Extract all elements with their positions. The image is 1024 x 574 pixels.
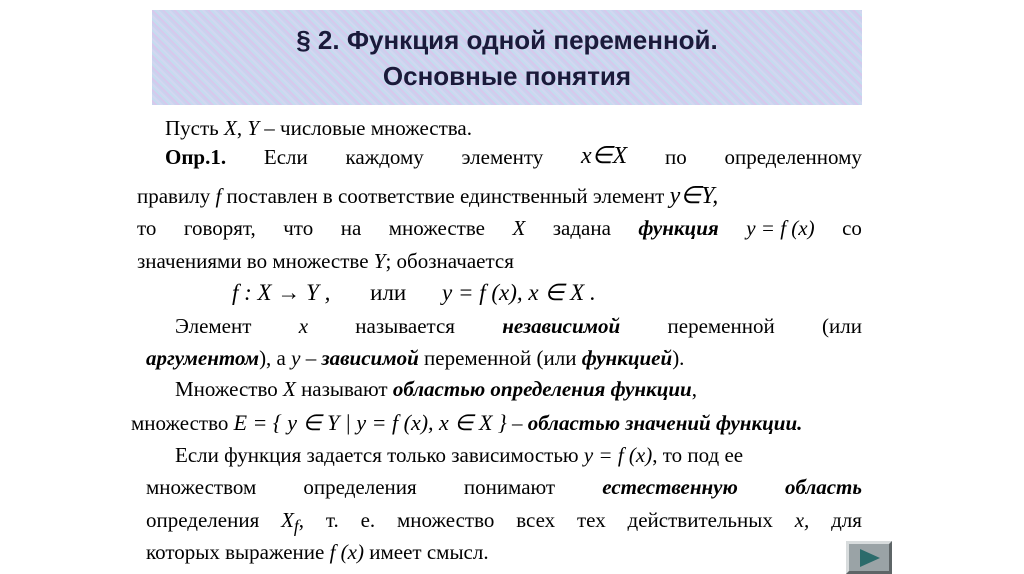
text-line-7: Элемент x называется независимой переменной (или	[175, 314, 862, 338]
definition-line-2: Опр.1. Если каждому элементу x∈X по определенному	[165, 143, 862, 169]
page-title-line2: Основные понятия	[382, 60, 632, 91]
text-line-12: множеством определения понимают естественную область	[146, 475, 862, 499]
text-line-8: аргументом), а y – зависимой переменной (или функцией).	[146, 346, 685, 370]
formula-line-6: f : X → Y , или y = f (x), x ∈ X .	[232, 280, 596, 305]
text-line-5: значениями во множестве Y; обозначается	[137, 249, 514, 273]
text-line-3: правилу f поставлен в соответствие единственный элемент y∈Y,	[137, 183, 719, 209]
play-triangle-icon	[856, 548, 882, 568]
text-line-13: определения $X_f$, т. е. множество всех тех действительных x, для	[146, 508, 862, 537]
text-line-4: то говорят, что на множестве X задана функция y = f (x) со	[137, 216, 862, 240]
text-line-9: Множество X называют областью определения функции,	[175, 377, 697, 401]
next-slide-button[interactable]	[846, 541, 892, 574]
text-line-1: Пусть X, Y – числовые множества.	[165, 116, 472, 140]
title-banner	[152, 10, 862, 105]
text-line-11: Если функция задается только зависимостью y = f (x), то под ее	[175, 443, 744, 467]
page-title-line1: § 2. Функция одной переменной.	[296, 24, 718, 55]
text-line-14: которых выражение f (x) имеет смысл.	[146, 540, 489, 564]
text-line-10: множество E = { y ∈ Y | y = f (x), x ∈ X } – областью значений функции.	[131, 410, 803, 435]
